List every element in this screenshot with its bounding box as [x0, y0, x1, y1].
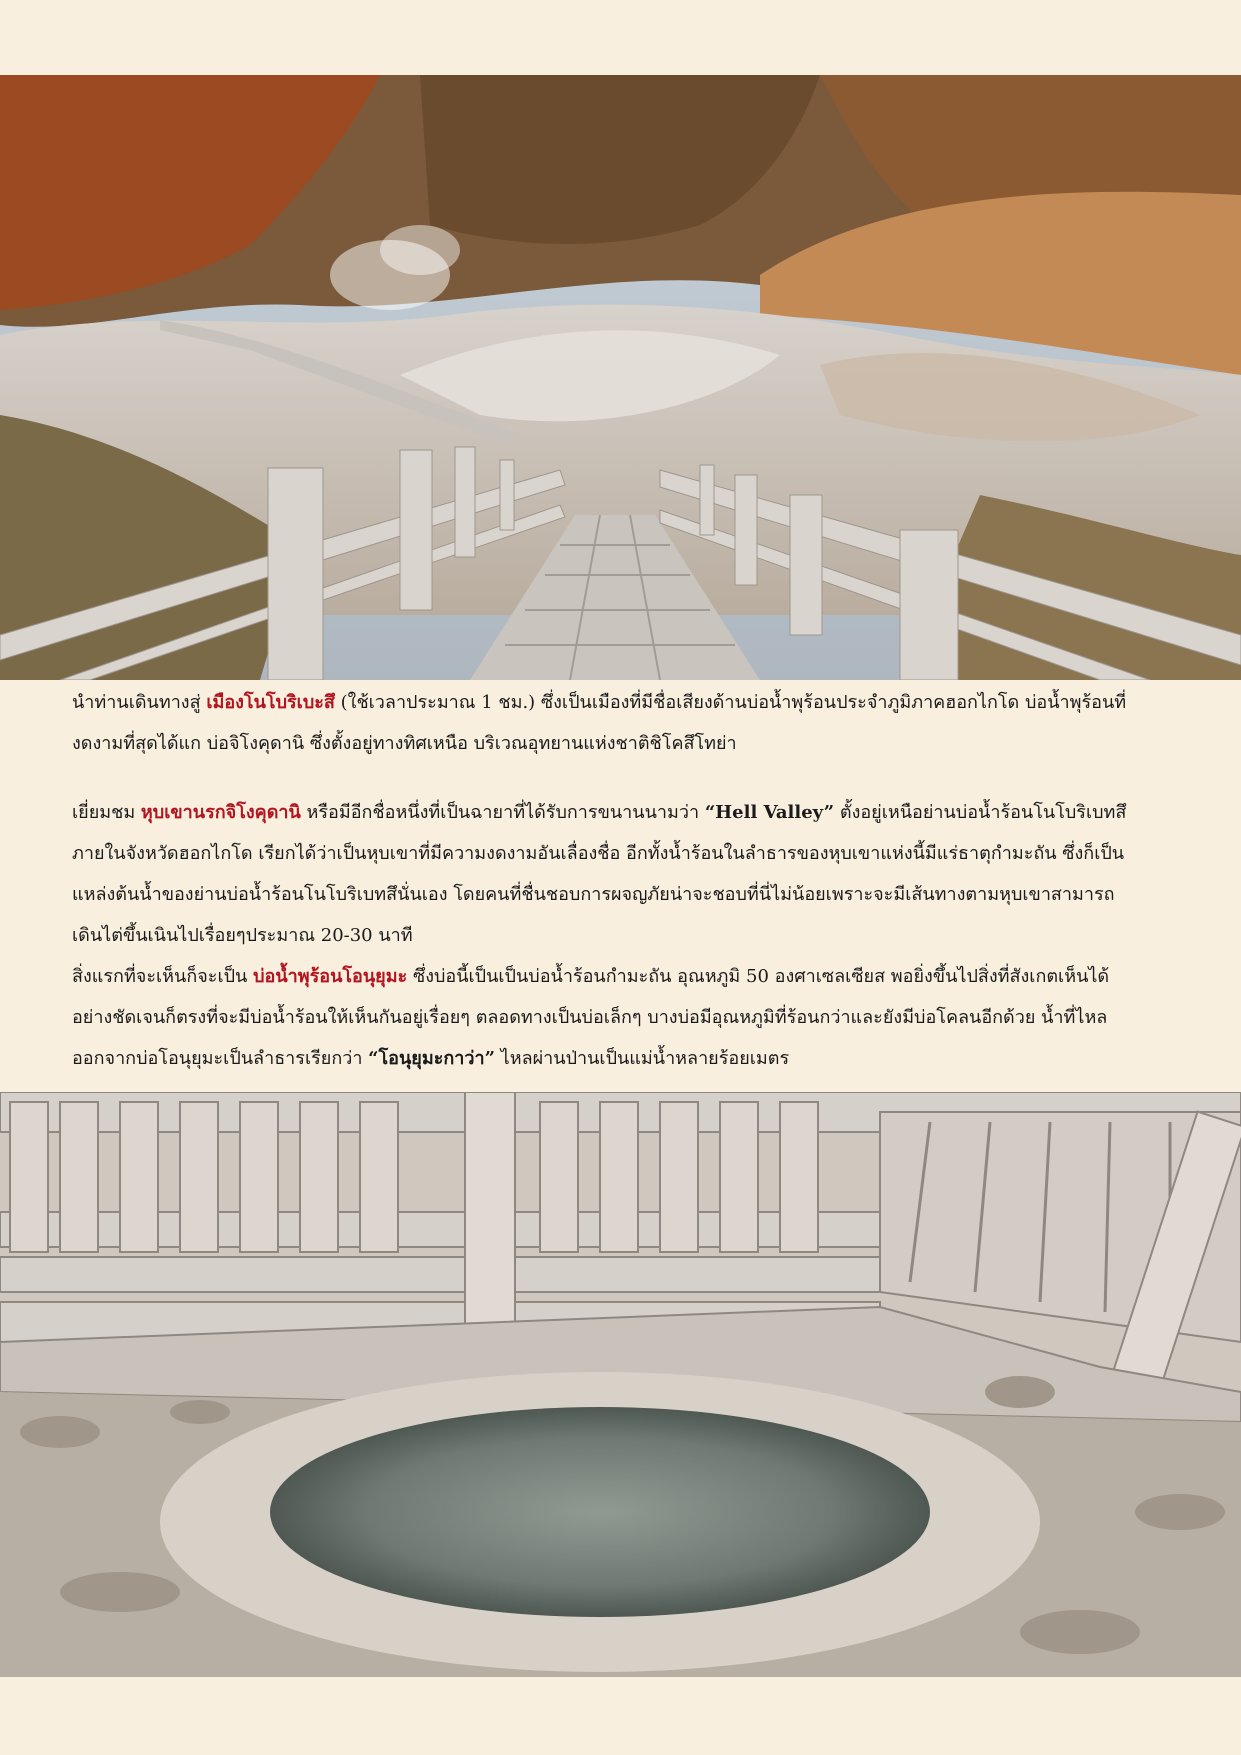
paragraph-oyunuma — [72, 956, 1172, 997]
text-span: เยี่ยมชม — [72, 802, 141, 823]
stream-name: “โอนุยุมะกาว่า” — [368, 1048, 495, 1069]
text-span: ออกจากบ่อโอนุยุมะเป็นลำธารเรียกว่า — [72, 1048, 369, 1069]
paragraph-hell-valley-line3: แหล่งต้นน้ำของย่านบ่อน้ำร้อนโนโบริเบทสึนั่นเอง โดยคนที่ชื่นชอบการผจญภัยน่าจะชอบที่นี่ไม่น้อยเพราะจะมีเส้นทางตามหุบเขาสามารถ — [72, 884, 1115, 905]
place-noboribetsu: เมืองโนโบริเบะสึ — [206, 692, 335, 713]
hell-valley-nickname: “Hell Valley” — [704, 802, 835, 823]
place-jigokudani: หุบเขานรกจิโงคุดานิ — [140, 802, 301, 823]
intro-text-block — [72, 682, 1172, 764]
text-span: ไหลผ่านป่านเป็นแม่น้ำหลายร้อยเมตร — [494, 1048, 790, 1069]
hell-valley-boardwalk-photo — [0, 75, 1241, 680]
hell-valley-text-block — [72, 792, 1172, 1079]
text-span: ซึ่งบ่อนี้เป็นเป็นบ่อน้ำร้อนกำมะถัน อุณหภูมิ 50 องศาเซลเซียส พอยิ่งขึ้นไปสิ่งที่สังเกตเห็นได้ — [407, 966, 1110, 987]
text-span: สิ่งแรกที่จะเห็นก็จะเป็น — [72, 966, 254, 987]
paragraph-noboribetsu-line2: งดงามที่สุดได้แก บ่อจิโงคุดานิ ซึ่งตั้งอยู่ทางทิศเหนือ บริเวณอุทยานแห่งชาติชิโคสึโทย่า — [72, 733, 737, 754]
text-span: ตั้งอยู่เหนือย่านบ่อน้ำร้อนโนโบริเบทสึ — [834, 802, 1127, 823]
place-oyunuma: บ่อน้ำพุร้อนโอนุยุมะ — [253, 966, 408, 987]
paragraph-hell-valley-line2: ภายในจังหวัดฮอกไกโด เรียกได้ว่าเป็นหุบเขาที่มีความงดงามอันเลื่องชื่อ อีกทั้งน้ำร้อนในลำธารของหุบเขาแห่งนี้มีแร่ธาตุกำมะถัน ซึ่งก็เป็น — [72, 843, 1125, 864]
oyunuma-hot-spring-photo — [0, 1092, 1241, 1677]
paragraph-hell-valley — [72, 792, 1172, 833]
paragraph-noboribetsu — [72, 682, 1172, 723]
text-span: (ใช้เวลาประมาณ 1 ชม.) ซึ่งเป็นเมืองที่มีชื่อเสียงด้านบ่อน้ำพุร้อนประจำภูมิภาคฮอกไกโด บ่อน้ำพุร้อนที่ — [334, 692, 1127, 713]
text-span: หรือมีอีกชื่อหนึ่งที่เป็นฉายาที่ได้รับการขนานนามว่า — [300, 802, 705, 823]
text-span: นำท่านเดินทางสู่ — [72, 692, 207, 713]
paragraph-oyunuma-line2: อย่างชัดเจนก็ตรงที่จะมีบ่อน้ำร้อนให้เห็นกันอยู่เรื่อยๆ ตลอดทางเป็นบ่อเล็กๆ บางบ่อมีอุณหภูมิที่ร้อนกว่าและยังมีบ่อโคลนอีกด้วย น้ำที่ไหล — [72, 1007, 1108, 1028]
paragraph-oyunuma-line3 — [72, 1038, 1172, 1079]
paragraph-hell-valley-line4: เดินไต่ขึ้นเนินไปเรื่อยๆประมาณ 20-30 นาที — [72, 925, 413, 946]
